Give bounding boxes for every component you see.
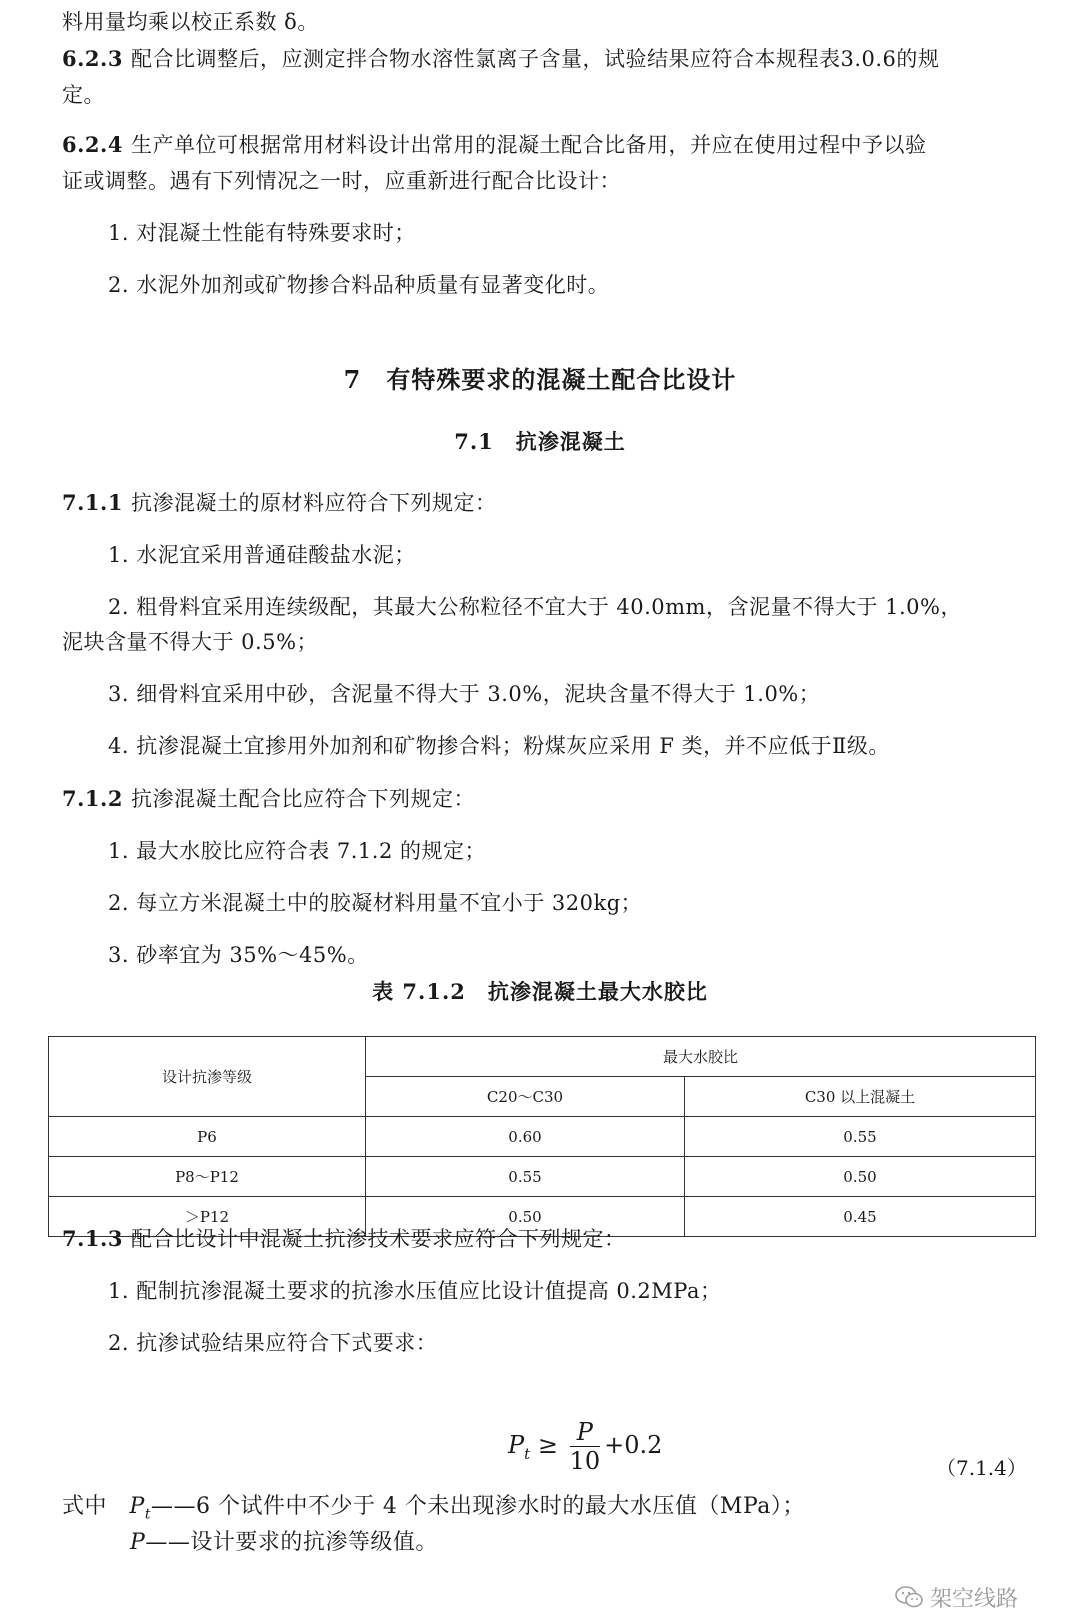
cell-value: 0.60 <box>366 1117 685 1157</box>
header-max-ratio: 最大水胶比 <box>366 1037 1036 1077</box>
cell-value: 0.55 <box>685 1117 1036 1157</box>
clause-number: 7.1.2 <box>62 786 123 811</box>
cell-grade: P6 <box>49 1117 366 1157</box>
chapter-title: 7 有特殊要求的混凝土配合比设计 <box>343 365 737 394</box>
cell-value: 0.50 <box>366 1197 685 1237</box>
list-item: 2. 每立方米混凝土中的胶凝材料用量不宜小于 320kg； <box>108 891 643 915</box>
list-item: 2. 水泥外加剂或矿物掺合料品种质量有显著变化时。 <box>108 273 610 297</box>
list-item: 1. 最大水胶比应符合表 7.1.2 的规定； <box>108 839 486 863</box>
header-c20-c30: C20～C30 <box>366 1077 685 1117</box>
clause-text: 配合比调整后，应测定拌合物水溶性氯离子含量，试验结果应符合本规程表3.0.6的规 <box>130 47 940 71</box>
clause-number: 7.1.3 <box>62 1226 123 1251</box>
var-pt-sub: t <box>144 1506 151 1523</box>
list-item: 1. 配制抗渗混凝土要求的抗渗水压值应比设计值提高 0.2MPa； <box>108 1279 722 1303</box>
list-item-cont: 泥块含量不得大于 0.5%； <box>62 630 319 654</box>
cell-grade: P8～P12 <box>49 1157 366 1197</box>
equation-number: （7.1.4） <box>936 1456 1027 1480</box>
clause-number: 7.1.1 <box>62 490 123 515</box>
clause-6-2-4 <box>62 128 1022 162</box>
formula-lhs: P <box>508 1431 525 1459</box>
table-row <box>49 1157 1036 1197</box>
cell-value: 0.55 <box>366 1157 685 1197</box>
formula-7-1-4 <box>508 1418 662 1475</box>
clause-7-1-2 <box>62 782 1022 816</box>
list-item: 2. 抗渗试验结果应符合下式要求： <box>108 1331 438 1355</box>
watermark-text: 架空线路 <box>930 1587 1019 1612</box>
formula-denominator: 10 <box>569 1447 601 1475</box>
clause-6-2-4-cont: 证或调整。遇有下列情况之一时，应重新进行配合比设计： <box>62 169 621 193</box>
clause-6-2-3 <box>62 42 1022 76</box>
cell-grade: ＞P12 <box>49 1197 366 1237</box>
section-title: 7.1 抗渗混凝土 <box>454 429 626 454</box>
watermark <box>894 1582 1018 1616</box>
wechat-icon <box>894 1584 924 1616</box>
formula-fraction <box>570 1418 601 1475</box>
table-row <box>49 1117 1036 1157</box>
clause-text: 配合比设计中混凝土抗渗技术要求应符合下列规定： <box>130 1227 626 1251</box>
var-p: P <box>130 1530 146 1555</box>
list-item: 2. 粗骨料宜采用连续级配，其最大公称粒径不宜大于 40.0mm，含泥量不得大于 1.0%， <box>108 595 962 619</box>
var-p-desc: ——设计要求的抗渗等级值。 <box>145 1530 438 1555</box>
list-item: 3. 细骨料宜采用中砂，含泥量不得大于 3.0%，泥块含量不得大于 1.0%； <box>108 682 821 706</box>
where-line-2 <box>130 1526 1080 1560</box>
clause-number: 6.2.4 <box>62 132 123 157</box>
clause-text: 抗渗混凝土配合比应符合下列规定： <box>130 787 475 811</box>
table-title: 表 7.1.2 抗渗混凝土最大水胶比 <box>372 979 708 1004</box>
list-item: 1. 水泥宜采用普通硅酸盐水泥； <box>108 543 416 567</box>
list-item: 3. 砂率宜为 35%～45%。 <box>108 943 369 967</box>
clause-6-2-3-cont: 定。 <box>62 83 105 107</box>
formula-rhs: +0.2 <box>604 1431 663 1459</box>
clause-text: 抗渗混凝土的原材料应符合下列规定： <box>130 491 497 515</box>
header-above-c30: C30 以上混凝土 <box>685 1077 1036 1117</box>
clause-7-1-3 <box>62 1222 1022 1256</box>
max-water-binder-table <box>48 1036 1036 1237</box>
clause-number: 6.2.3 <box>62 46 123 71</box>
header-grade: 设计抗渗等级 <box>49 1037 366 1117</box>
list-item: 4. 抗渗混凝土宜掺用外加剂和矿物掺合料；粉煤灰应采用 F 类，并不应低于Ⅱ级。 <box>108 734 890 758</box>
formula-lhs-sub: t <box>524 1444 531 1463</box>
clause-text: 生产单位可根据常用材料设计出常用的混凝土配合比备用，并应在使用过程中予以验 <box>130 133 927 157</box>
var-pt: P <box>129 1494 145 1519</box>
cell-value: 0.45 <box>685 1197 1036 1237</box>
formula-op: ≥ <box>537 1431 558 1459</box>
clause-7-1-1 <box>62 486 1022 520</box>
line-correction-factor: 料用量均乘以校正系数 δ。 <box>62 10 319 34</box>
var-pt-desc: ——6 个试件中不少于 4 个未出现渗水时的最大水压值（MPa）； <box>150 1494 805 1519</box>
list-item: 1. 对混凝土性能有特殊要求时； <box>108 221 416 245</box>
cell-value: 0.50 <box>685 1157 1036 1197</box>
where-label: 式中 <box>62 1494 108 1519</box>
formula-numerator: P <box>570 1418 601 1447</box>
